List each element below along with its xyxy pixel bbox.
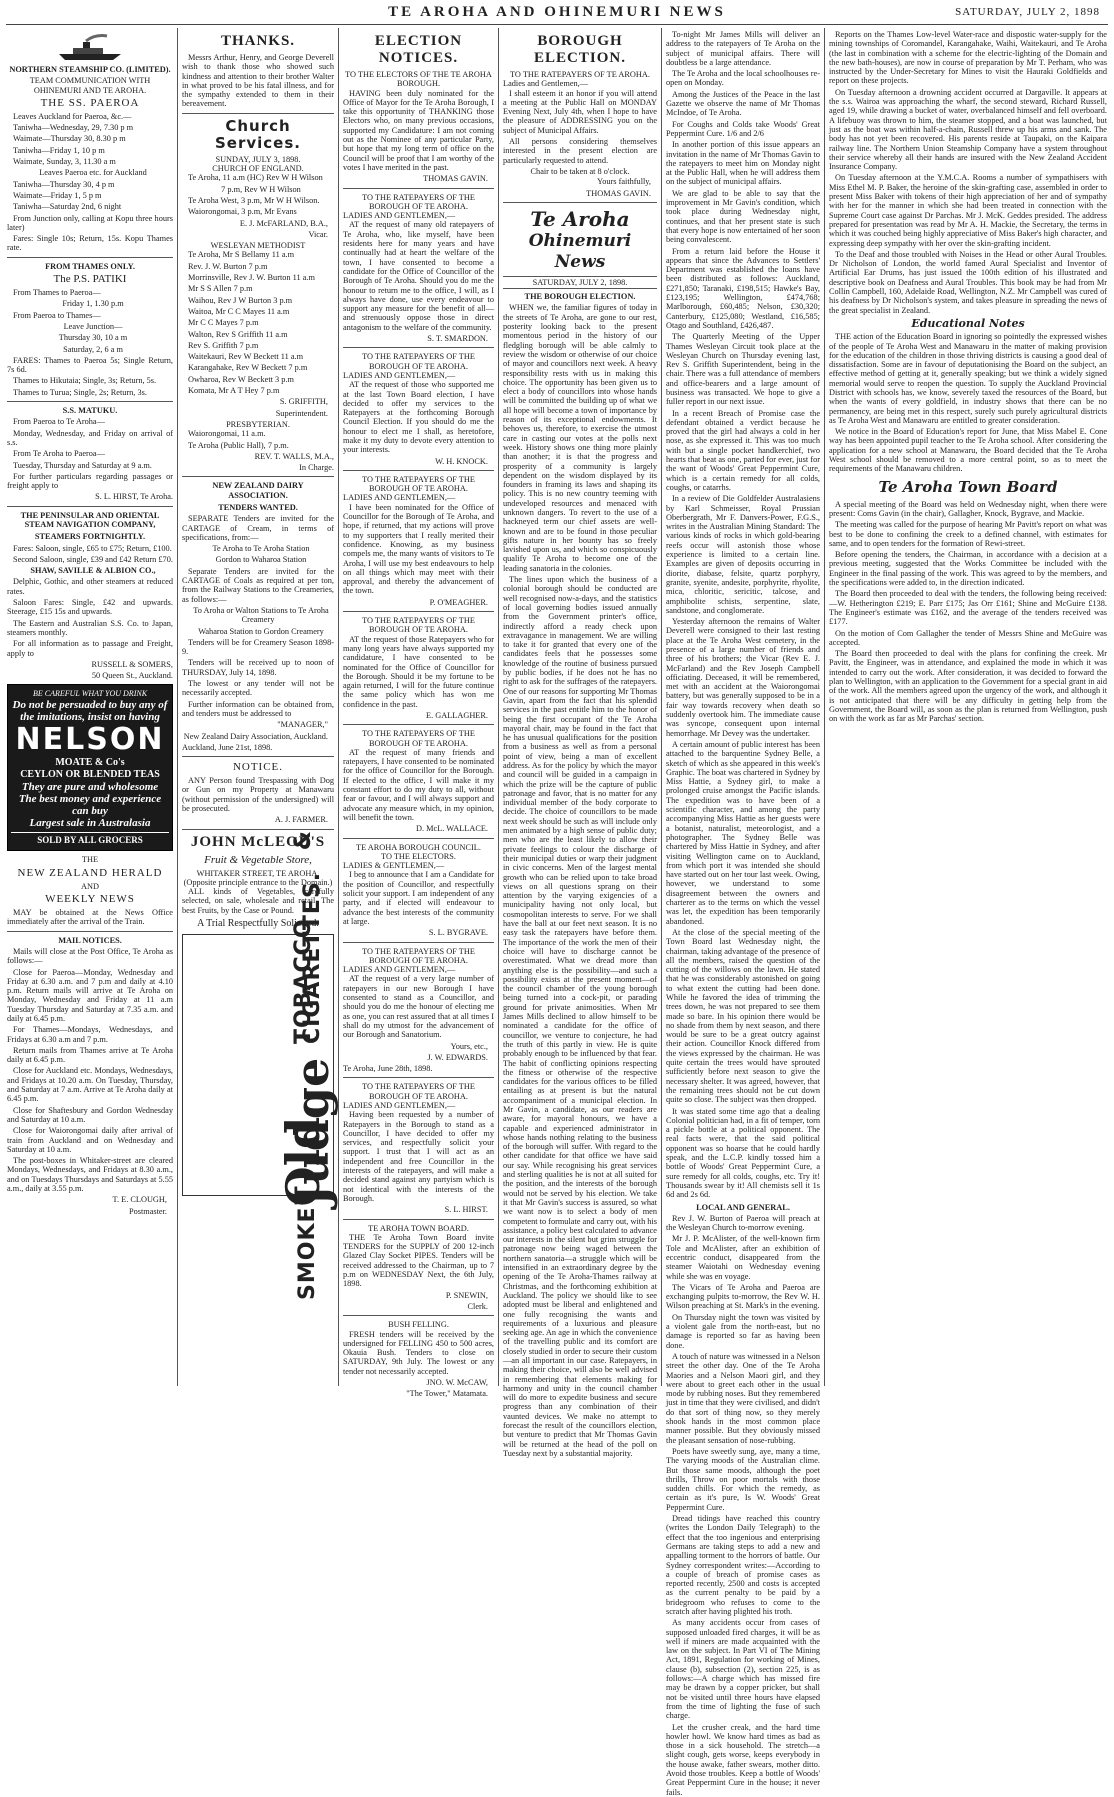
dairy-paragraph: SEPARATE Tenders are invited for the CARTAGE of Cream, in terms of specifications, from:— [182, 514, 334, 542]
timetable-line: Tuesday, Thursday and Saturday at 9 a.m. [13, 460, 152, 470]
wesleyan-title: WESLEYAN METHODIST [210, 241, 306, 251]
news-paragraph: From a return laid before the House it appears that since the Advances to Settlers' Department was established the loans have been distributed as follows: Auckland, £271,850; Taranaki, £198,515; Hawke's Bay, £123,195; Wellington, £474,768; Marlborough, £60,485; Nelson, £30,320; Canterbury, £125,080; Westland, £16,585; Otago and Southland, £426,487. [666, 246, 820, 330]
notice-address: TO THE RATEPAYERS OF THE BOROUGH OF TE AROHA. [362, 192, 475, 211]
nss-title: NORTHERN STEAMSHIP CO. (LIMITED). [9, 65, 171, 74]
news-paragraph: In a review of Die Goldfelder Australasiens by Karl Schmeisser, Royal Prussian Oberbergrath, Mr F. Danvers-Power, F.G.S., writes in the Australian Mining Standard: The various kinds of rocks in which gold-bearing reefs occur will astonish those whose experience is limited to a certain line. Examples are given of deposits occurring in diorite, diabase, felsite, quartz porphyry, granite, syenite, andesite, porphyrite, rhyolite, mica, chloritic, sericitic, talcose, and amphibolite schists, serpentine, slate, sandstone, and conglomerate. [666, 494, 820, 615]
timetable-line: Thames to Turua; Single, 2s; Return, 3s. [13, 387, 147, 397]
notice-address: TO THE RATEPAYERS OF THE BOROUGH OF TE AROHA. [362, 616, 475, 635]
nelson-tea-advert [7, 684, 173, 851]
notice-address: TO THE ELECTORS OF THE TE AROHA BOROUGH. [345, 70, 492, 89]
timetable-line: Taniwha—Thursday 30, 4 p m [13, 179, 115, 189]
nzh-body: MAY be obtained at the News Office immediately after the arrival of the Train. [7, 908, 173, 927]
column-5 [666, 30, 820, 1797]
nelson-brand: NELSON [15, 722, 165, 758]
notice-title: NOTICE. [232, 761, 284, 774]
town-board-paragraph: Before opening the tenders, the Chairman, in accordance with a decision at a previous meeting, suggested that the Works Committee be included with the Engineer in the final passing of the work. This was agreed to by the members, and the specifications were added to, in the direction indicated. [829, 550, 1107, 588]
timetable-line: Fares: Single 10s; Return, 15s. Kopu Thames rate. [7, 234, 173, 253]
church-line: Waiorongomai, 3 p.m, Mr Evans [188, 207, 297, 217]
nss-subtitle: TEAM COMMUNICATION WITH OHINEMURI AND TE AROHA. [29, 76, 151, 95]
notice-salutation: LADIES AND GENTLEMEN,— [343, 965, 456, 975]
church-line: Te Aroha West, 3 p.m, Mr W H Wilson. [188, 195, 320, 205]
town-board-paragraph: The Board then proceeded to deal with the plans for confining the creek. Mr Pavitt, the Engineer, was in attendance, and explained the mode in which it was intended to carry out the work. After consideration, it was decided to forward the plan to Wellington, with an application to the Government for a special grant in aid of the work. All the members agreed upon the urgency of the work, and although it is not anticipated that there will be any difficulty in getting help from the Government, the Board will, as soon as the plan is returned from Wellington, push on with the work as far as Mr Parchas' section. [829, 649, 1107, 724]
po-line: The Eastern and Australian S.S. Co. to Japan, steamers monthly. [7, 618, 173, 637]
dairy-signature: "MANAGER," [277, 720, 328, 730]
editorial-paragraph: WHEN we, the familiar figures of today in the streets of Te Aroha, are gone to our rest, posterity looking back to the present momentous period in the history of our fledgling borough will be able calmly to review the wisdom or otherwise of our choice of mayor and councillors next week. A heavy responsibility rests with us in making this choice. The opportunity has been given us to elect a body of councillors into whose hands will be committed the building up of what we all hope will become a town of importance by reason of its exceptional endowments. It behoves us, therefore, to exercise the utmost care in casting our votes at the polls next week. History shows one thing more plainly than another; it is that the progress and prosperity of a community is largely dependent on the wisdom displayed by its founders in framing its laws and shaping its policy. This is no new country teeming with undeveloped resources and menaced with unknown dangers. To revert to the use of a hackneyed term our chief assets are well-known and are to be found in those peculiar gifts nature in her bounty has so freely lavished upon us, and which so conspicuously qualify Te Aroha to become one of the leading sanatoria in the colonies. [503, 303, 657, 573]
presbyterian-line: REV. T. WALLS, M.A., [254, 451, 334, 461]
dairy-paragraph: The lowest or any tender will not be necessarily accepted. [182, 679, 334, 698]
smoke-text: SMOKE [295, 1206, 321, 1301]
local-paragraph: As many accidents occur from cases of supposed unloaded fired charges, it will be as well if miners are made acquainted with the law on the subject. In Part VI of The Mining Act, 1891, Regulation for working of Mines, clause (b), subsection (2), section 225, is as follows:—A charge which has missed fire may be drawn by a copper pricker, but shall not be visited until three hours have elapsed from the time of lighting the fuse of such charge. [666, 1618, 820, 1721]
nelson-line: The best money and experience can buy [18, 793, 162, 818]
wesleyan-line: Te Aroha, Mr S Bellamy 11 a.m [188, 250, 295, 260]
news-paragraph: In another portion of this issue appears an invitation in the name of Mr Thomas Gavin to the ratepayers to meet him on Monday night at the Public Hall, when he will address them on the subject of municipal affairs. [666, 140, 820, 187]
mcleod-subtitle: Fruit & Vegetable Store, [204, 853, 312, 866]
timetable-line: Thursday 30, 10 a m [58, 333, 128, 343]
timetable-line: FARES: Thames to Paeroa 5s; Single Return, 7s 6d. [7, 355, 173, 375]
column-3 [343, 30, 494, 1399]
divider [7, 506, 173, 507]
dairy-date: Auckland, June 21st, 1898. [182, 742, 273, 752]
notice-address: TO THE RATEPAYERS OF THE BOROUGH OF TE AROHA. [362, 1082, 475, 1101]
news-paragraph: To-night Mr James Mills will deliver an address to the ratepayers of Te Aroha on the subject of municipal affairs. There will doubtless be a large attendance. [666, 30, 820, 67]
thanks-title: THANKS. [220, 33, 296, 49]
column-6 [829, 30, 1107, 1385]
notice-signature: THOMAS GAVIN. [423, 174, 488, 184]
bush-felling-title: BUSH FELLING. [388, 1320, 449, 1330]
borough-election-title: BOROUGH ELECTION. [534, 33, 626, 66]
local-general-heading: LOCAL AND GENERAL. [696, 1202, 790, 1212]
notice-signature: A. J. FARMER. [274, 815, 328, 825]
notice-body: AT the request of those Ratepayers who for many long years have always supported my candidature, I have consented to be nominated for the Office of Councillor for the Borough. Should it be my fortune to be again returned, I will for the future continue the same policy which has won me confidence in the past. [343, 634, 494, 709]
news-paragraph: On Tuesday afternoon at the Y.M.C.A. Rooms a number of sympathisers with Miss Ethel M. P. Baker, the heroine of the skin-grafting case, assembled in order to present Miss Baker with tokens of their high appreciation of her and of sympathy with her for the manner in which she had been treated in connection with the Supreme Court case against Dr Parchas. Mr J. McK. Geddes presided. The address prepared for presentation was read by Mr A. H. Mackie, the Secretary, the terms in which it was couched being highly appreciative of Miss Baker's high character, and expressing deep sympathy with her over the skin-grafting incident. [829, 173, 1107, 248]
notice-signature: E. GALLAGHER. [426, 711, 488, 720]
timetable-line: Taniwha—Saturday 2nd, 6 night [13, 202, 122, 212]
news-paragraph: In a recent Breach of Promise case the defendant obtained a verdict because he proved that the girl had always a cold in her nose, as she expressed it. This was too much with but a single pocket handkerchief, two hearts that beat as one, parted for ever, just for the want of Woods' Great Peppermint Cure, which is a certain remedy for all colds, coughs, or catarrhs. [666, 408, 820, 492]
mcleod-address: WHITAKER STREET, TE AROHA. [196, 868, 320, 878]
borough-election-address: TO THE RATEPAYERS OF TE AROHA. [509, 70, 650, 79]
notice-address: TO THE RATEPAYERS OF THE BOROUGH OF TE AROHA. [362, 729, 475, 748]
notice-address: TO THE ELECTORS. [381, 851, 456, 861]
news-paragraph: On Tuesday afternoon a drowning accident occurred at Dargaville. It appears at the s.s. Wairoa was approaching the wharf, the second steward, Richard Russell, aged 19, while drawing a bucket of water, overbalanced himself and fell overboard. A lifebuoy was thrown to him, the steamer stopped, and a boat was launched, but just as the boat was within half-a-chain, Russell threw up his arms and sank. The body has not yet been recovered. His parents reside at Taupaki, on the Kaipara railway line. The Northern Union Steamship Company have a system throughout their service whereby all their hands are insured with the New Zealand Accident Insurance Company. [829, 87, 1107, 172]
flag-ohinemuri-news: Ohinemuri News [528, 230, 632, 272]
town-board-notice-title: TE AROHA TOWN BOARD. [368, 1223, 469, 1233]
po-details [7, 544, 173, 681]
divider [343, 724, 494, 725]
notice-body: AT the request of those who supported me at the last Town Board election, I have decided to offer my services to the Ratepayers at the forthcoming Borough Council Election. If you should do me the honour to elect me I shall, as heretofore, make it my duty to devote every attention to your interests. [343, 380, 494, 455]
notice-signature: S. L. BYGRAVE. [428, 928, 488, 938]
borough-election-body: All persons considering themselves interested in the present election are particularly requested to attend. [503, 137, 657, 165]
educational-notes-heading: Educational Notes [911, 316, 1025, 330]
nelson-line: Do not be persuaded to buy any of the imitations, insist on having [12, 699, 168, 724]
notice-signature: Yours, etc., [450, 1041, 488, 1051]
nelson-line: Largest sale in Australasia [29, 817, 151, 830]
church-date: SUNDAY, JULY 3, 1898. [215, 154, 301, 164]
po-subtitle: STEAMERS FORTNIGHTLY. [34, 532, 146, 542]
wesleyan-line: Mr S S Allen 7 p.m [188, 284, 253, 294]
notice-body: I beg to announce that I am a Candidate for the position of Councillor, and respectfully solicit your support. I am independent of any party, and if elected will endeavour to advance the best interests of the community at large. [343, 870, 494, 926]
local-paragraph: The Vicars of Te Aroha and Paeroa are exchanging pulpits to-morrow, the Rev W. H. Wilson preaching at St. Mark's in the evening. [666, 1282, 820, 1311]
wesleyan-line: Waitoa, Mr C C Mayes 11 a.m [188, 306, 290, 316]
educational-paragraph: THE action of the Education Board in ignoring so pointedly the expressed wishes of the people of Te Aroha West and Manawaru in the matter of making provision for the education of the children in those thriving districts is causing a good deal of dissatisfaction. Some are in favour of deputationising the Board on the subject, an effective method of getting at it, generally speaking; but we think a widely signed memorial would serve to reopen the question. To supply the Auckland Provincial District with schools has, we know, severely taxed the resources of the Board, but when the wants of every goldfield, in industry shows that there can be no permanency, are being met in this respect, surely such purely agricultural districts as Te Aroha West and Manawaru are entitled to greater consideration. [829, 332, 1107, 425]
issue-date: SATURDAY, JULY 2, 1898. [503, 276, 657, 289]
tobacco-text: TOBACCO & CIGARETTES. [290, 830, 325, 1045]
dairy-paragraph: Tenders will be for Creamery Season 1898-9. [182, 637, 334, 657]
po-line: Saloon Fares: Single, £42 and upwards. Steerage, £15 15s and upwards. [7, 598, 173, 617]
old-judge-brand: Old Judge [275, 1058, 339, 1207]
divider [343, 942, 494, 943]
wesleyan-line: Waitekauri, Rev W Beckett 11 a.m [188, 352, 304, 362]
presbyterian-line: In Charge. [299, 463, 334, 473]
news-paragraph: A certain amount of public interest has been attached to the barquentine Sydney Belle, a sketch of which as she appeared in this week's Graphic. The boat was chartered in Sydney by Miss Hattie, a Sydney girl, to make a prolonged cruise amongst the Pacific islands. The expedition was to have been of a scientific character, and among the party accompanying Miss Hattie as her guests were a botanist, naturalist, meteorologist, and a photographer. The Sydney Belle was chartered by Miss Hattie in Sydney, and after visiting Wellington came on to Auckland, from which port it was intended she should have started out on her tour last week. Owing, however, we understand to some disagreement between the owners and charterer as to the terms on which the vessel was let, the expedition has been temporarily abandoned. [666, 739, 820, 926]
divider [343, 188, 494, 189]
nzh-the: THE [81, 855, 99, 865]
wesleyan-line: Owharoa, Rev W Beckett 3 p.m [188, 374, 294, 384]
old-judge-text [275, 830, 339, 1301]
divider [343, 611, 494, 612]
news-paragraph: Yesterday afternoon the remains of Walter Deverell were consigned to their last resting place at the Te Aroha West cemetery, in the presence of a large number of friends and three of his brothers; the Vicar (Rev E. J. McFarland) and the Rev Joseph Campbell officiating. Deceased, it will be remembered, met with an accident at the Waiorongomai battery, but was generally supposed to be in a fair way towards recovery when death so suddenly overtook him. The immediate cause was syncope, consequent upon internal hemorrhage. Mr Devey was the undertaker. [666, 617, 820, 738]
notice-body: AT the request of a very large number of ratepayers in our new Borough I have consented to stand as a Councillor, and should you do me the honour of electing me as one, you can rest assured that at all times I shall do my utmost for the advancement of our Borough and Sanatorium. [343, 974, 494, 1040]
notice-body: HAVING been duly nominated for the Office of Mayor for the Te Aroha Borough, I take this opportunity of THANKING those Electors who, on many previous occasions, supported my Candidature: I am not coming out as the Nominee of any particular Party, but hope that my long term of office on the Council will be proof that I am worthy of the votes I have merited in the past. [343, 88, 494, 172]
mail-paragraph: Return mails from Thames arrive at Te Aroha daily at 6.45 p.m. [7, 1045, 173, 1065]
mail-paragraph: Mails will close at the Post Office, Te Aroha as follows:— [7, 946, 173, 966]
town-board-notice-body: THE Te Aroha Town Board invite TENDERS for the SUPPLY of 200 12-inch Glazed Clay Socket PIPES. Tenders will be received addressed to the Chairman, up to 7 p.m on WEDNESDAY Next, the 6th July, 1898. [343, 1232, 494, 1289]
paeroa-title: THE SS. PAEROA [40, 96, 140, 109]
divider [343, 470, 494, 471]
borough-election-signature: Yours faithfully, [597, 177, 651, 187]
patiki-timetable [7, 288, 173, 397]
notice-body: AT the request of many friends and ratepayers, I have consented to be nominated for the office of Councillor for the Borough. If elected to the office, I will make it my constant effort to do my duty to all, without fear or favour, and I will always support and advocate any measure which, in my opinion, will benefit the town. [343, 747, 494, 822]
dairy-paragraph: Te Aroha to Te Aroha Station [212, 544, 310, 554]
notice-signature: W. H. KNOCK. [435, 456, 488, 466]
news-paragraph: To the Deaf and those troubled with Noises in the Head or other Aural Troubles. Dr Nicholson of London, the world famed Aural Specialist and Inventor of Artificial Ear Drums, has just issued the 100th edition of his illustrated and descriptive book on Deafness and Aural Troubles. This book may be had from Mr Collin Campbell, 160, Adelaide Road, Wellington, N.Z. Mr Campbell was cured of his deafness by Dr Nicholson's system, and takes pleasure in spreading the news of the great specialist in Zealand. [829, 249, 1107, 315]
notice-salutation: LADIES AND GENTLEMEN,— [343, 1100, 456, 1110]
mail-paragraph: Close for Auckland etc. Mondays, Wednesdays, and Fridays at 10.20 a.m. On Tuesday, Thursday, and Saturday at 7 a.m. Arrive at Te Aroha daily at 6.45 p.m. [7, 1066, 173, 1104]
nelson-line: BE CAREFUL WHAT YOU DRINK [32, 689, 148, 699]
notice-heading: TE AROHA BOROUGH COUNCIL. [356, 842, 481, 852]
nelson-line: MOATE & Co's [55, 757, 125, 769]
timetable-line: Monday, Wednesday, and Friday on arrival of s.s. [7, 428, 173, 447]
bush-felling-address: "The Tower," Matamata. [406, 1389, 488, 1399]
notice-body: ANY Person found Trespassing with Dog or Gun on my Property at Manawaru (without permission of the undersigned) will be prosecuted. [182, 776, 334, 813]
notice-address: TO THE RATEPAYERS OF THE BOROUGH OF TE AROHA. [362, 474, 475, 494]
dairy-paragraph: Further information can be obtained from, and tenders must be addressed to [182, 699, 334, 718]
church-england: CHURCH OF ENGLAND. [212, 164, 304, 174]
column-1 [7, 30, 173, 1385]
timetable-line: Taniwha—Friday 1, 10 p m [13, 145, 105, 155]
paeroa-timetable [7, 112, 173, 253]
po-line: Second Saloon, single, £39 and £42 Return £70. [13, 554, 173, 564]
wesleyan-signature-title: Superintendent. [275, 408, 328, 418]
timetable-line: Waimate—Thursday 30, 8.30 p m [13, 134, 126, 144]
po-line: Fares: Saloon, single, £65 to £75; Return, £100. [13, 543, 172, 553]
notice-address: TO THE RATEPAYERS OF THE BOROUGH OF TE AROHA. [362, 946, 475, 965]
column-divider [661, 28, 662, 1386]
local-paragraph: Poets have sweetly sung, aye, many a time, The varying moods of the Australian clime. But those same moods, although the poet thrills, Throw on poor mortals with those sudden chills. For which the remedy, as certain as it's pure, Is W. Woods' Great Peppermint Cure. [666, 1446, 820, 1512]
thames-title: FROM THAMES ONLY. [45, 261, 135, 271]
notice-body: I have been nominated for the Office of Councillor for the Borough of Te Aroha, and hope, if returned, that my actions will prove to my supporters that I really merited their confidence. Knowing, as my business compels me, the many wants of visitors to Te Aroha, I will use my best endeavours to help on all things which may meet with their approval, and thereby the advancement of the town. [343, 502, 494, 596]
patiki-title: The P.S. PATIKI [53, 273, 127, 286]
divider [182, 756, 334, 757]
nzh-and: AND [81, 881, 99, 891]
masthead-rule [6, 24, 1108, 25]
divider [182, 113, 334, 114]
town-board-paragraph: The Board then proceeded to deal with the tenders, the following being received:—W. Hetherington £219; E. Parr £175; Jas Orr £161; Shine and McGuire £138. The Engineer's estimate was £162, and the average of the tenders received was £177. [829, 589, 1107, 627]
po-title: THE PENINSULAR AND ORIENTAL STEAM NAVIGATION COMPANY, [20, 510, 160, 529]
mail-paragraph: The post-boxes in Whitaker-street are cleared Mondays, Wednesdays, and Fridays at 8.30 a.m., and on Tuesdays Thursdays and Saturdays at 5.55 a.m., daily at 3.55 p.m. [7, 1156, 173, 1194]
timetable-line: Waimate—Friday 1, 5 p m [13, 190, 102, 200]
mcleod-title: JOHN McLEOD'S [190, 833, 326, 850]
mail-paragraph: Close for Shaftesbury and Gordon Wednesday and Saturday at 10 a.m. [7, 1105, 173, 1124]
mail-signature-title: Postmaster. [128, 1206, 167, 1216]
timetable-line: Saturday, 2, 6 a m [63, 344, 123, 354]
mail-signature: T. E. CLOUGH, [112, 1195, 167, 1205]
dairy-paragraph: Waharoa Station to Gordon Creamery [198, 626, 324, 636]
town-board-signature: P. SNEWIN, [445, 1290, 488, 1300]
mail-paragraph: For Thames—Mondays, Wednesdays, and Fridays at 6.30 a.m and 7 p.m. [7, 1025, 173, 1044]
town-board-paragraph: A special meeting of the Board was held on Wednesday night, when there were present: Coms Gavin (in the chair), Gallagher, Knock, Bygrave, and Mackie. [829, 499, 1107, 518]
timetable-line: From Paeroa to Thames— [13, 310, 101, 320]
notice-address: TO THE RATEPAYERS OF THE BOROUGH OF TE AROHA. [362, 352, 475, 371]
mail-paragraph: Close for Waiorongomai daily after arrival of train from Auckland and on Wednesday and Saturday at 10 a.m. [7, 1126, 173, 1154]
po-line: SHAW, SAVILLE & ALBION CO., [30, 566, 156, 576]
editorial-heading: THE BOROUGH ELECTION. [524, 292, 636, 302]
wesleyan-line: Walton, Rev S Griffith 11 a.m [188, 329, 288, 339]
dairy-subtitle: TENDERS WANTED. [218, 502, 298, 512]
timetable-line: Leaves Auckland for Paeroa, &c.— [13, 111, 132, 121]
local-paragraph: Mr J. P. McAlister, of the well-known firm Tole and McAlister, after an exhibition of eccentric conduct, disappeared from the steamer Waiotahi on Wednesday evening while she was en voyage. [666, 1234, 820, 1281]
timetable-line: From Paeroa to Te Aroha— [13, 417, 105, 427]
notice-signature: D. McL. WALLACE. [416, 824, 488, 834]
timetable-line: Leave Junction— [63, 321, 123, 331]
wesleyan-line: Rev. J. W. Burton 7 p.m [188, 261, 268, 271]
divider [182, 476, 334, 477]
borough-election-salutation: Ladies and Gentlemen,— [503, 79, 589, 89]
notice-signature: S. L. HIRST. [444, 1205, 488, 1215]
notice-salutation: LADIES & GENTLEMEN,— [343, 861, 445, 871]
nelson-line: They are pure and wholesome [21, 781, 159, 794]
mcleod-address-2: (Opposite principle entrance to the Domain.) [183, 877, 333, 887]
notice-date: Te Aroha, June 28th, 1898. [343, 1064, 433, 1074]
presbyterian-line: Te Aroha (Public Hall), 7 p.m. [188, 440, 289, 450]
notice-salutation: LADIES AND GENTLEMEN,— [343, 211, 456, 221]
divider [503, 202, 657, 203]
presbyterian-title: PRESBYTERIAN. [226, 419, 290, 429]
news-paragraph: At the close of the special meeting of the Town Board last Wednesday night, the chairman, taking advantage of the presence of all the members, raised the question of the cutting of the willows on the lawn. He stated that he was considerably astonished on going to what extent the cutting had been done. While he favored the idea of trimming the trees down, he was not prepared to see them made so bare. In his opinion there would be no shade from them by next season, and there would be sure to be a great outcry against their action. Councillor Knock differed from the views expressed by the chairman. He was quite certain the trees would have sprouted sufficiently before next season to give the necessary shelter. It was agreed, however, that the remaining trees should not be cut down quite so close. The subject was then dropped. [666, 927, 820, 1105]
editorial-paragraph: The lines upon which the business of a colonial borough should be conducted are well recognised now-a-days, and the statistics of local governing bodies issued annually from the Government printer's office, indirectly afford a ready check upon extravagance in management. We are willing to take it for granted that every one of the candidates feels that he possesses some knowledge of the routine of business pursued by public bodies, if he does not he has no right to ask for the suffrages of the ratepayers. One of our reasons for supporting Mr Thomas Gavin, apart from the fact that his splendid services in the past entitle him to the honor of being the first occupant of the Te Aroha mayoral chair, may be found in the fact that he has unusual qualifications for the position from a business as well as from a personal point of view, being a man of excellent address. As for the policy by which the mayor and council will be guided in a campaign in which the prize will be the capture of public patronage and favor, that is no matter for any individual member of the body corporate to decide. The choice of councillors to be made next week should be such as will include only men animated by a high sense of public duty; men who are the least likely to allow their private feelings to colour the discharge of their municipal duties or warp their judgment in civic concerns. Men of the largest mental growth who can be relied upon to take broad views on all questions sprang on their attention by the varying exigencies of a municipality having not only local, but cosmopolitan interests to serve. For we shall have the ball at our feet next season. It is no easy task the ratepayers have before them. The importance of the work the men of their choice will have to discharge cannot be overestimated. What we dread more than anything else is the possibility—and such a possibility exists at the present moment—of the council chamber of the young borough being turned into a cock-pit, or parading ground for private animosities. When Mr James Mills declined to allow himself to be nominated a candidate for the office of councillor, we venture to conjecture, he had the truth of this partly in view. He is quite probably enough to be influenced by that fear. The habit of conflicting opinions respecting the fitness or otherwise of the respective candidates for the various offices to be filled entailing as at present is but the natural accompaniment of a municipal election. In Mr Gavin, a candidate, as our readers are aware, for mayoral honours, we have a capable and experienced administrator in whose hands nothing relating to the business of the borough will suffer. With regard to the other candidate for that office we have said our say. While recognising his great services and sterling qualities he is not at all suited for the position, and the interests of the borough would not be served by his election. We take it that Mr Gavin's success is assured, so what we want now is to select a body of men competent to formulate and carry out, with his assistance, a policy best calculated to advance our interests in the silent but grim struggle for patronage now being waged between the northern sanatoria—a struggle which will be intensified in an extraordinary degree by the opening of the Te Aroha-Thames railway at Christmas, and the forthcoming exhibition at Auckland. The policy we should like to see adopted must be liberal and enlightened and one fully recognising the wants and requirements of a luxurious and pleasure seeking age. An age in which the convenience of the travelling public and its comfort are closely studied in order to secure their custom—an all important in our case. Ratepayers, in making their choice, will also be well advised in remembering that elements making for harmony and unity in the council chamber will do more to expedite business and secure progress than any combination of their vaunted devices. We make no attempt to forecast the result of the councillors election, but venture to predict that Mr Thomas Gavin will be returned at the head of the poll on Tuesday next by a substantial majority. [503, 575, 657, 1458]
masthead-title: TE AROHA AND OHINEMURI NEWS [388, 4, 726, 20]
divider [343, 1219, 494, 1220]
timetable-line: Taniwha—Wednesday, 29, 7.30 p m [13, 123, 134, 133]
steamship-icon [55, 32, 125, 62]
mail-paragraph: Close for Paeroa—Monday, Wednesday and Friday at 6.30 a.m. and 7 p.m and daily at 4.10 p.m. Return mails will arrive at Te Aroha on Monday, Wednesday and Friday at 11 a.m Tuesday Thursday and Saturday at 7.35 a.m. and daily at 6.45 p.m. [7, 967, 173, 1023]
po-line: RUSSELL & SOMERS, [91, 659, 173, 669]
nzh-title-2: WEEKLY NEWS [45, 893, 135, 906]
timetable-line: S. L. HIRST, Te Aroha. [95, 492, 173, 502]
church-line: 7 p.m, Rev W H Wilson [221, 184, 301, 194]
town-board-signature-title: Clerk. [467, 1301, 488, 1311]
flag-te-aroha: Te Aroha [530, 206, 630, 231]
local-paragraph: On Thursday night the town was visited by a violent gale from the north-east, but no damage is reported so far as having been done. [666, 1312, 820, 1350]
borough-election-signature-name: THOMAS GAVIN. [586, 188, 651, 198]
thanks-body: Messrs Arthur, Henry, and George Deverell wish to thank those who showed such kindness and attention to their brother Walter in what proved to be his fatal illness, and for the sympathy extended to them in their bereavement. [182, 53, 334, 109]
dairy-paragraph: Tenders will be received up to noon of THURSDAY, July 14, 1898. [182, 658, 334, 677]
timetable-line: For further particulars regarding passages or freight apply to [7, 471, 173, 491]
local-paragraph: A touch of nature was witnessed in a Nelson street the other day. One of the Te Aroha Maories and a Nelson Maori girl, and they were about to greet each other in the usual mode by rubbing noses. But they remembered just in time that they were civilised, and didn't do that sort of thing now, so they merely shook hands in the most common place manner possible. But they obviously missed the pleasant sensation of nose-rubbing. [666, 1351, 820, 1445]
notice-salutation: LADIES AND GENTLEMEN,— [343, 493, 456, 503]
column-divider [498, 28, 499, 1386]
educational-paragraph: We notice in the Board of Education's report for June, that Miss Mabel E. Cone way has been appointed pupil teacher to the Te Aroha school. After considering the application for a new school at Manawaru, the Board decided that the Te Aroha West school should be removed to a more central point, so as to meet the requirements of the Manawaru children. [829, 427, 1107, 474]
nelson-line: SOLD BY ALL GROCERS [11, 832, 169, 846]
notice-signature: S. T. SMARDON. [427, 334, 488, 344]
timetable-line: Waimate, Sunday, 3, 11.30 a m [13, 157, 116, 167]
news-paragraph: Reports on the Thames Low-level Water-race and dispostic water-supply for the mining townships of Coromandel, Karangahake, Waihi, Waitekauri, and Te Aroha (the last in combination with a scheme for the electric-lighting of the Domain and the new bath-houses), are now in course of preparation by Mr T. Perham, who was instructed by the Under-Secretary for Mines to visit the Hauraki Goldfields and report on these projects. [829, 30, 1107, 86]
local-paragraph: Rev J. W. Burton of Paeroa will preach at the Wesleyan Church to-morrow evening. [666, 1213, 820, 1233]
borough-election-body: I shall esteem it an honor if you will attend a meeting at the Public Hall on MONDAY Evening Next, July 4th, when I hope to have the pleasure of ADDRESSING you on the subject of Municipal Affairs. [503, 88, 657, 135]
wesleyan-line: Karangahake, Rev W Beckett 7 p.m [188, 363, 308, 373]
masthead [0, 0, 1114, 26]
po-line: 50 Queen St., Auckland. [91, 671, 173, 681]
nelson-line: CEYLON OR BLENDED TEAS [20, 769, 160, 781]
dairy-paragraph: Separate Tenders are invited for the CARTAGE of Coals as required at per ton, from the Railway Stations to the Creameries, as follows:— [182, 566, 334, 604]
news-paragraph: Among the Justices of the Peace in the last Gazette we observe the name of Mr Thomas McIndoe, of Te Aroha. [666, 89, 820, 118]
po-line: Delphic, Gothic, and other steamers at reduced rates. [7, 577, 173, 596]
notice-signature-name: J. W. EDWARDS. [427, 1052, 488, 1062]
local-paragraph: Dread tidings have reached this country (writes the London Daily Telegraph) to the effect that the too ingenious and enterprising Germans are taking steps to add a new and appalling torment to the horrors of battle. Our Sydney correspondent writes:—According to a couple of breach of promise cases as reported recently, 2500 and costs is accepted as the current penalty to be paid by a bridegroom who refuses to come to the scratch after having plighted his troth. [666, 1514, 820, 1616]
dairy-paragraph: Gordon to Waharoa Station [215, 555, 307, 565]
divider [7, 257, 173, 258]
church-signature-title: Vicar. [308, 229, 328, 239]
divider [343, 1077, 494, 1078]
mail-title: MAIL NOTICES. [58, 935, 122, 945]
notice-signature: P. O'MEAGHER. [429, 597, 488, 607]
notice-salutation: LADIES AND GENTLEMEN,— [343, 370, 456, 380]
town-board-heading: Te Aroha Town Board [878, 477, 1058, 496]
matuku-title: S.S. MATUKU. [62, 406, 118, 416]
wesleyan-line: Komata, Mr A T Hey 7 p.m [188, 386, 280, 396]
news-paragraph: We are glad to be able to say that the improvement in Mr Gavin's condition, which took place during Wednesday night, continues, and that her present state is such that every hope is now entertained of her soon being convalescent. [666, 188, 820, 245]
nzh-title: NEW ZEALAND HERALD [17, 866, 163, 879]
wesleyan-signature: S. GRIFFITH, [279, 397, 328, 407]
church-signature: E. J. McFARLAND, B.A., [239, 218, 328, 228]
masthead-date: SATURDAY, JULY 2, 1898 [955, 6, 1100, 18]
wesleyan-line: Mr C C Mayes 7 p.m [188, 318, 259, 328]
notice-body: AT the request of many old ratepayers of Te Aroha, who, like myself, have been residents here for many years and have continually had at heart the welfare of the town, I have consented to become a candidate for the Office of Councillor of the Borough of Te Aroha. Should you do me the honour to return me to the office, I will, as I always have done, use every endeavour to support any measure for the benefit of all—and strenuously oppose those in direct antagonism to the welfare of the community. [343, 220, 494, 332]
divider [343, 1315, 494, 1316]
presbyterian-line: Waiorongomai, 11 a.m. [188, 429, 266, 439]
divider [343, 838, 494, 839]
town-board-paragraph: On the motion of Com Gallagher the tender of Messrs Shine and McGuire was accepted. [829, 628, 1107, 647]
bush-felling-signature: JNO. W. McCAW, [426, 1378, 488, 1387]
wesleyan-line: Morrinsville, Rev J. W. Burton 11 a.m [188, 273, 315, 283]
timetable-line: Leaves Paeroa etc. for Auckland [39, 168, 147, 178]
church-line: Te Aroha, 11 a.m (HC) Rev W H Wilson [188, 173, 323, 183]
wesleyan-line: Waihou, Rev J W Burton 3 p.m [188, 295, 293, 305]
po-line: For all information as to passage and Freight, apply to [7, 639, 173, 658]
church-title: Church Services. [215, 116, 301, 152]
dairy-paragraph: To Aroha or Walton Stations to Te Aroha Creamery [193, 605, 329, 625]
mcleod-trial: A Trial Respectfully Solicited. [197, 918, 319, 930]
timetable-line: Thames to Hikutaia; Single, 3s; Return, 5s. [13, 376, 157, 386]
dairy-signature-2: New Zealand Dairy Association, Auckland. [183, 731, 328, 741]
news-paragraph: The Quarterly Meeting of the Upper Thames Wesleyan Circuit took place at the Wesleyan Church on Thursday evening last, Rev S. Griffith Superintendent, being in the chair. There was a full attendance of members and office-bearers and a large amount of business was transacted. We hope to give a fuller report in our next issue. [666, 332, 820, 407]
notice-body: Having been requested by a number of Ratepayers in the Borough to stand as a Councillor, I have decided to offer my services, and respectfully solicit your support. I trust that I will act as an independent and free Councillor in the interests of the ratepayers, and will make a decided stand against any partyism which is not identical with the interests of the Borough. [343, 1110, 494, 1203]
timetable-line: From Te Aroha to Paeroa— [13, 449, 105, 459]
election-notices-title: ELECTION NOTICES. [374, 33, 463, 66]
local-paragraph: Let the crusher creak, and the hard time howler howl. We know hard times as bad as those in a sick household. The stretch—a slight cough, gets worse, keeps everybody in the house awake, father swears, mother ditto. Avoid those troubles. Keep a bottle of Woods' Great Peppermint Cure in the house; it never fails. [666, 1722, 820, 1797]
divider [343, 347, 494, 348]
dairy-title: NEW ZEALAND DAIRY ASSOCIATION. [212, 481, 304, 500]
matuku-timetable [7, 417, 173, 501]
divider [7, 931, 173, 932]
town-board-paragraph: The meeting was called for the purpose of hearing Mr Pavitt's report on what was best to be done to confining the creek to a defined channel, with estimates for same, and to open tenders for the formation of Rewi-street. [829, 520, 1107, 548]
column-divider [824, 28, 825, 1386]
wesleyan-line: Rev S. Griffith 7 p.m [188, 340, 259, 350]
news-paragraph: The Te Aroha and the local schoolhouses re-open on Monday. [666, 69, 820, 88]
timetable-line: From Junction only, calling at Kopu three hours later) [7, 213, 173, 232]
news-paragraph: For Coughs and Colds take Woods' Great Peppermint Cure. 1/6 and 2/6 [666, 119, 820, 138]
timetable-line: From Thames to Paeroa— [13, 288, 101, 298]
bush-felling-body: FRESH tenders will be received by the undersigned for FELLING 450 to 500 acres, Okauia Bush. Tenders to close on SATURDAY, 9th July. The lowest or any tender not necessarily accepted. [343, 1329, 494, 1376]
column-2 [182, 30, 339, 1385]
divider [7, 401, 173, 402]
news-paragraph: It was stated some time ago that a dealing Colonial politician had, in a fit of temper, torn a pickle bottle at a political opponent. The real facts were, that the said political opponent was so hoarse that he could hardly speak, and the L.C.P. kindly tossed him a bottle of Woods' Great Peppermint Cure, a sure remedy for all colds, coughs, etc. Try it! Thousands swear by it! All chemists sell it 1s 6d and 2s 6d. [666, 1106, 820, 1200]
mcleod-body: ALL kinds of Vegetables, carefully selected, on sale, wholesale and retail. The best Fruits, by the Case or Pound. [182, 887, 334, 915]
column-divider [177, 28, 178, 1386]
timetable-line: Friday 1, 1.30 p.m [62, 299, 124, 309]
column-4 [503, 30, 657, 1458]
borough-election-chair: Chair to be taken at 8 o'clock. [530, 166, 630, 176]
